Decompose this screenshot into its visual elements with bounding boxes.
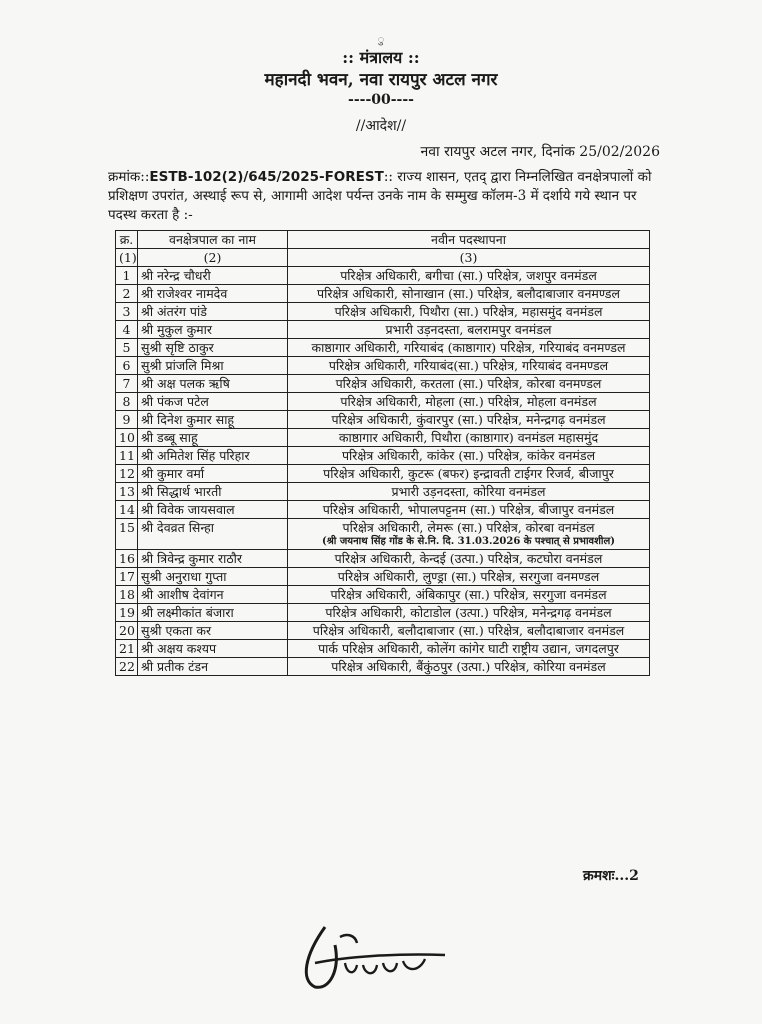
posting-text: काष्ठागार अधिकारी, पिथौरा (काष्ठागार) वनमंडल महासमुंद [338,430,599,445]
intro-body: :: राज्य शासन, एतद् द्वारा निम्नलिखित वनक्षेत्रपालों को प्रशिक्षण उपरांत, अस्थाई रूप से, आगामी आदेश पर्यन्त उनके नाम के सम्मुख कॉलम-3 में दर्शाये गये स्थान पर पदस्थ करता है :- [108,169,652,223]
header-posting: नवीन पदस्थापना [288,231,650,249]
table-row [116,411,650,429]
posting-text: पार्क परिक्षेत्र अधिकारी, कोलेंग कांगेर घाटी राष्ट्रीय उद्यान, जगदलपुर [318,641,619,656]
row-serial: 10 [116,429,138,447]
row-name: श्री डब्बू साहू [138,429,288,447]
row-name: श्री देवव्रत सिन्हा [138,519,288,550]
row-posting [288,339,650,357]
row-posting [288,429,650,447]
row-posting [288,393,650,411]
row-posting [288,550,650,568]
row-serial: 7 [116,375,138,393]
row-posting [288,447,650,465]
row-serial: 5 [116,339,138,357]
table-row [116,622,650,640]
row-posting [288,519,650,550]
row-serial: 3 [116,303,138,321]
row-name: श्री विवेक जायसवाल [138,501,288,519]
table-row [116,357,650,375]
posting-text: परिक्षेत्र अधिकारी, करतला (सा.) परिक्षेत्र, कोरबा वनमण्डल [335,376,602,391]
table-body [116,267,650,676]
row-posting [288,586,650,604]
row-name: श्री प्रतीक टंडन [138,658,288,676]
row-serial: 17 [116,568,138,586]
address-heading: महानदी भवन, नवा रायपुर अटल नगर [264,70,498,90]
posting-text: परिक्षेत्र अधिकारी, पिथौरा (सा.) परिक्षेत्र, महासमुंद वनमंडल [334,304,603,319]
posting-text: परिक्षेत्र अधिकारी, लुण्ड्रा (सा.) परिक्षेत्र, सरगुजा वनमण्डल [337,569,600,584]
table-row [116,465,650,483]
intro-paragraph [108,168,660,225]
row-posting [288,604,650,622]
table-row [116,483,650,501]
header-serial: क्र. [116,231,138,249]
ref-label: क्रमांक:: [108,169,150,185]
posting-text: परिक्षेत्र अधिकारी, अंबिकापुर (सा.) परिक्षेत्र, सरगुजा वनमंडल [330,587,607,602]
row-name: श्री पंकज पटेल [138,393,288,411]
row-name: श्री लक्ष्मीकांत बंजारा [138,604,288,622]
order-title: //आदेश// [355,118,407,134]
row-name: सुश्री एकता कर [138,622,288,640]
row-name: श्री अक्षय कश्यप [138,640,288,658]
row-serial: 8 [116,393,138,411]
table-row [116,339,650,357]
posting-text: परिक्षेत्र अधिकारी, केन्दई (उत्पा.) परिक्षेत्र, कटघोरा वनमंडल [334,551,603,566]
colnum-2: (2) [138,249,288,267]
row-name: सुश्री सृष्टि ठाकुर [138,339,288,357]
row-serial: 12 [116,465,138,483]
row-name: श्री कुमार वर्मा [138,465,288,483]
row-posting [288,501,650,519]
row-serial: 14 [116,501,138,519]
row-name: सुश्री प्रांजलि मिश्रा [138,357,288,375]
row-serial: 1 [116,267,138,285]
row-name: श्री अंतरंग पांडे [138,303,288,321]
row-posting [288,411,650,429]
table-row [116,586,650,604]
row-name: श्री दिनेश कुमार साहू [138,411,288,429]
row-serial: 6 [116,357,138,375]
row-posting [288,658,650,676]
posting-note: (श्री जयनाथ सिंह गोंड के से.नि. दि. 31.03.2026 के पश्चात् से प्रभावशील) [321,536,615,547]
posting-text: परिक्षेत्र अधिकारी, सोनाखान (सा.) परिक्षेत्र, बलौदाबाजार वनमण्डल [317,286,620,301]
posting-text: प्रभारी उड़नदस्ता, बलरामपुर वनमंडल [385,322,552,337]
ministry-heading: :: मंत्रालय :: [342,48,420,67]
table-row [116,568,650,586]
row-serial: 2 [116,285,138,303]
table-row [116,285,650,303]
row-serial: 4 [116,321,138,339]
row-posting [288,483,650,501]
table-header-row [116,231,650,249]
row-posting [288,267,650,285]
posting-text: परिक्षेत्र अधिकारी, भोपालपट्टनम (सा.) परिक्षेत्र, बीजापुर वनमंडल [322,502,615,517]
row-posting [288,303,650,321]
row-serial: 13 [116,483,138,501]
row-posting [288,640,650,658]
posting-text: परिक्षेत्र अधिकारी, कुटरू (बफर) इन्द्रावती टाईगर रिजर्व, बीजापुर [323,466,614,481]
row-serial: 19 [116,604,138,622]
posting-text: परिक्षेत्र अधिकारी, बलौदाबाजार (सा.) परिक्षेत्र, बलौदाबाजार वनमंडल [312,623,625,638]
row-serial: 9 [116,411,138,429]
table-row [116,447,650,465]
row-name: श्री अमितेश सिंह परिहार [138,447,288,465]
row-name: सुश्री अनुराधा गुप्ता [138,568,288,586]
posting-text: परिक्षेत्र अधिकारी, बगीचा (सा.) परिक्षेत्र, जशपुर वनमंडल [340,268,597,283]
posting-text: परिक्षेत्र अधिकारी, कांकेर (सा.) परिक्षेत्र, कांकेर वनमंडल [341,448,596,463]
row-posting [288,285,650,303]
colnum-3: (3) [288,249,650,267]
table-row [116,640,650,658]
posting-text: परिक्षेत्र अधिकारी, बैंकुंठपुर (उत्पा.) परिक्षेत्र, कोरिया वनमंडल [331,659,606,674]
row-name: श्री त्रिवेन्द्र कुमार राठौर [138,550,288,568]
table-row [116,393,650,411]
row-serial: 11 [116,447,138,465]
posting-text: परिक्षेत्र अधिकारी, कुंवारपुर (सा.) परिक्षेत्र, मनेन्द्रगढ़ वनमंडल [331,412,606,427]
table-row [116,321,650,339]
separator: ----00---- [348,92,414,108]
table-row [116,519,650,550]
ref-number: ESTB-102(2)/645/2025-FOREST [149,169,384,185]
posting-text: परिक्षेत्र अधिकारी, गरियाबंद(सा.) परिक्षेत्र, गरियाबंद वनमण्डल [328,358,609,373]
posting-text: परिक्षेत्र अधिकारी, लेमरू (सा.) परिक्षेत्र, कोरबा वनमंडल [342,520,595,535]
table-row [116,658,650,676]
posting-text: प्रभारी उड़नदस्ता, कोरिया वनमंडल [391,484,546,499]
table-row [116,267,650,285]
row-serial: 20 [116,622,138,640]
row-name: श्री राजेश्वर नामदेव [138,285,288,303]
table-row [116,604,650,622]
table-row [116,550,650,568]
row-posting [288,622,650,640]
posting-text: काष्ठागार अधिकारी, गरियाबंद (काष्ठागार) परिक्षेत्र, गरियाबंद वनमण्डल [311,340,626,355]
date-line: नवा रायपुर अटल नगर, दिनांक 25/02/2026 [420,144,660,160]
posting-text: परिक्षेत्र अधिकारी, मोहला (सा.) परिक्षेत्र, मोहला वनमंडल [340,394,597,409]
row-name: श्री मुकुल कुमार [138,321,288,339]
colnum-1: (1) [116,249,138,267]
table-row [116,501,650,519]
continued-marker: क्रमशः...2 [583,868,639,884]
row-posting [288,357,650,375]
row-name: श्री सिद्धार्थ भारती [138,483,288,501]
row-serial: 16 [116,550,138,568]
row-name: श्री नरेन्द्र चौधरी [138,267,288,285]
header-name: वनक्षेत्रपाल का नाम [138,231,288,249]
table-colnum-row [116,249,650,267]
row-serial: 22 [116,658,138,676]
row-posting [288,321,650,339]
row-name: श्री आशीष देवांगन [138,586,288,604]
table-row [116,303,650,321]
table-row [116,429,650,447]
row-posting [288,568,650,586]
top-mark: ु [377,33,385,46]
row-serial: 18 [116,586,138,604]
row-serial: 15 [116,519,138,550]
signature [285,915,455,995]
row-serial: 21 [116,640,138,658]
table-row [116,375,650,393]
postings-table [115,230,650,676]
row-posting [288,465,650,483]
posting-text: परिक्षेत्र अधिकारी, कोटाडोल (उत्पा.) परिक्षेत्र, मनेन्द्रगढ़ वनमंडल [325,605,612,620]
row-posting [288,375,650,393]
row-name: श्री अक्ष पलक ऋषि [138,375,288,393]
